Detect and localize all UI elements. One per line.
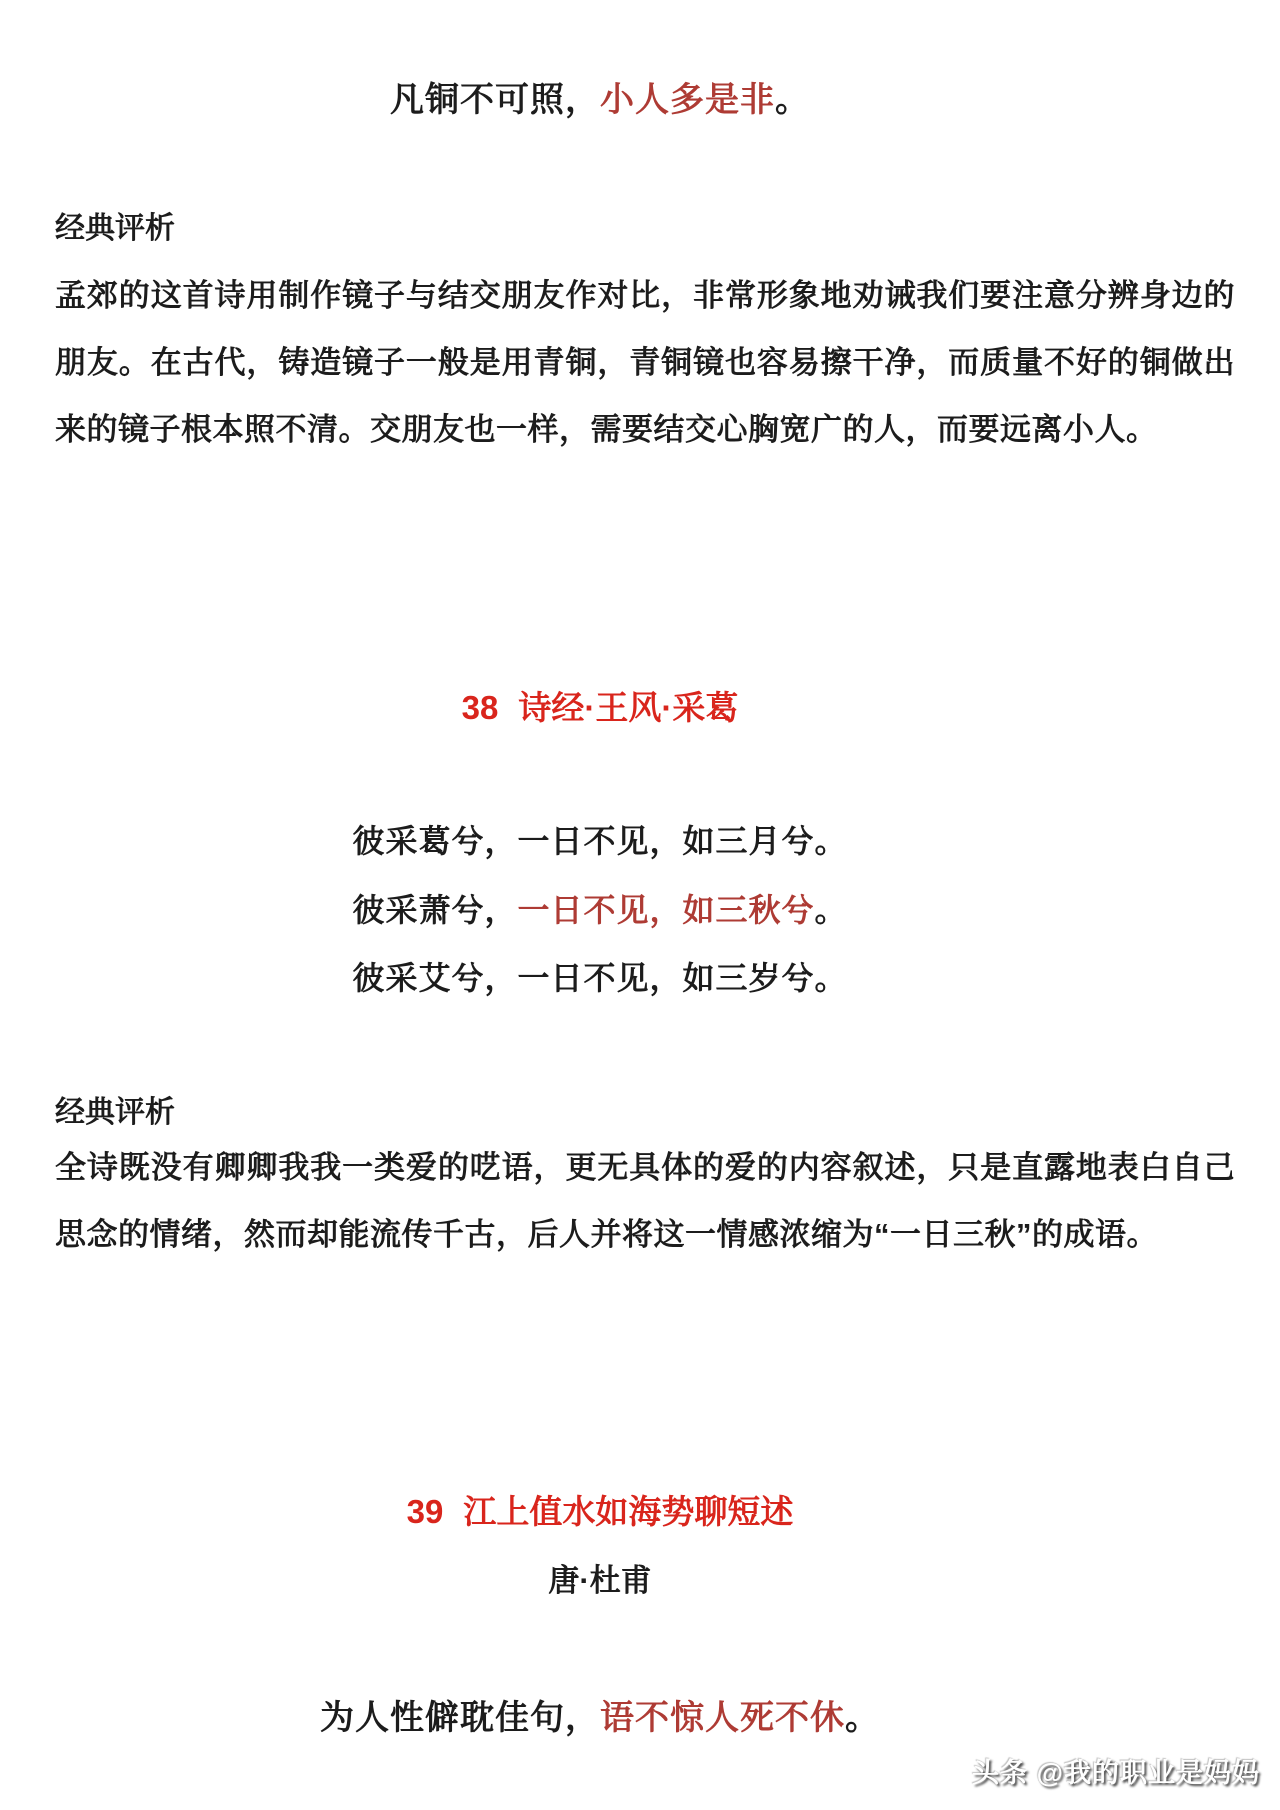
poem-38-line-2-tail: 。 (814, 892, 848, 928)
verse-line-39 (0, 1690, 1280, 1739)
analysis-heading-38: 经典评析 (55, 1096, 175, 1129)
poem-38-line-1-black: 彼采葛兮，一日不见，如三月兮。 (352, 823, 848, 859)
verse-39-red: 语不惊人死不休 (600, 1699, 845, 1737)
poem-39-number: 39 (406, 1493, 444, 1530)
poem-38-title: 诗经·王风·采葛 (518, 689, 739, 726)
poem-39-heading (0, 1486, 1280, 1533)
poem-38-line-2 (0, 885, 1280, 931)
verse-39-tail: 。 (845, 1699, 880, 1737)
toutiao-watermark: 头条 @我的职业是妈妈 (972, 1758, 1260, 1788)
poem-38-line-2-black: 彼采萧兮， (352, 892, 518, 928)
poem-38-line-2-red: 一日不见，如三秋兮 (517, 892, 815, 928)
verse-37-red: 小人多是非 (600, 81, 775, 119)
verse-line-37 (0, 72, 1280, 121)
analysis-text-38: 全诗既没有卿卿我我一类爱的呓语，更无具体的爱的内容叙述，只是直露地表白自己思念的情绪，然而却能流传千古，后人并将这一情感浓缩为“一日三秋”的成语。 (55, 1150, 1235, 1252)
poem-38-line-3-black: 彼采艾兮，一日不见，如三岁兮。 (352, 960, 848, 996)
verse-39-black: 为人性僻耽佳句， (320, 1699, 600, 1737)
poem-38-heading (0, 682, 1280, 729)
poem-39-author: 唐·杜甫 (548, 1563, 652, 1598)
poem-39-title: 江上值水如海势聊短述 (463, 1493, 794, 1530)
verse-37-tail: 。 (775, 81, 810, 119)
analysis-heading-37: 经典评析 (55, 212, 175, 245)
poem-38-number: 38 (461, 689, 499, 726)
poem-38-line-3 (0, 953, 1280, 999)
verse-37-black: 凡铜不可照， (390, 81, 600, 119)
analysis-text-37: 孟郊的这首诗用制作镜子与结交朋友作对比，非常形象地劝诫我们要注意分辨身边的朋友。在古代，铸造镜子一般是用青铜，青铜镜也容易擦干净，而质量不好的铜做出来的镜子根本照不清。交朋友也一样，需要结交心胸宽广的人，而要远离小人。 (55, 278, 1235, 447)
poem-38-line-1 (0, 816, 1280, 862)
